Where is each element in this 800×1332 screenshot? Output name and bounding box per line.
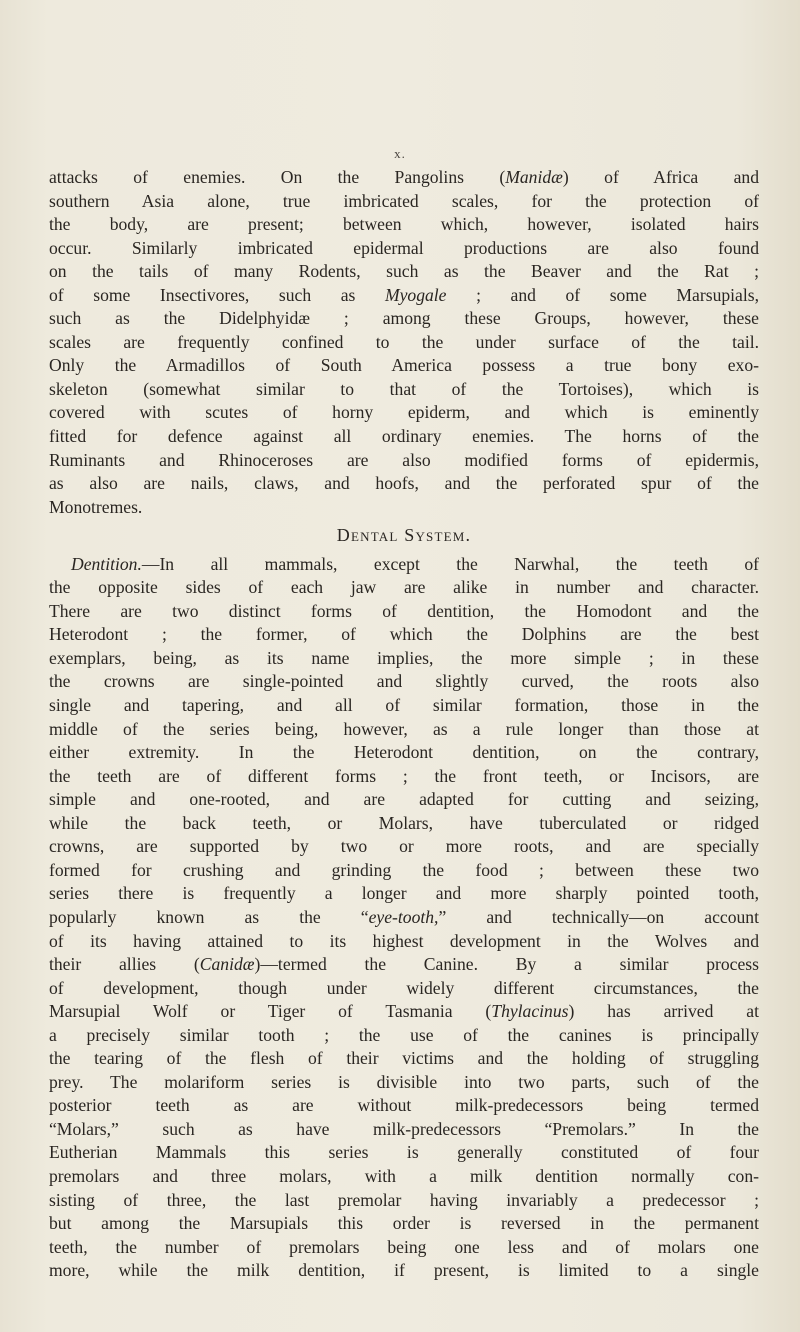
text-line: the opposite sides of each jaw are alike in number and character. [49, 577, 759, 598]
text-line: but among the Marsupials this order is reversed in the permanent [49, 1213, 759, 1234]
text-line: simple and one-rooted, and are adapted for cutting and seizing, [49, 789, 759, 810]
text-line: fitted for defence against all ordinary enemies. The horns of the [49, 426, 759, 447]
text-line: posterior teeth as are without milk-predecessors being termed [49, 1095, 759, 1116]
text-line: prey. The molariform series is divisible into two parts, such of the [49, 1071, 759, 1092]
text-line: formed for crushing and grinding the food ; between these two [49, 859, 759, 880]
text-line: either extremity. In the Heterodont dentition, on the contrary, [49, 742, 759, 763]
text-line: while the back teeth, or Molars, have tuberculated or ridged [49, 812, 759, 833]
text-line: exemplars, being, as its name implies, the more simple ; in these [49, 647, 759, 668]
text-line: popularly known as the “eye-tooth,” and technically—on account [49, 906, 759, 927]
text-line: of some Insectivores, such as Myogale ; and of some Marsupials, [49, 284, 759, 305]
section-heading: Dental System. [336, 525, 472, 546]
paragraph-integument [49, 166, 759, 519]
text-line: such as the Didelphyidæ ; among these Groups, however, these [49, 308, 759, 329]
text-line: more, while the milk dentition, if present, is limited to a single [49, 1260, 759, 1281]
text-line: Marsupial Wolf or Tiger of Tasmania (Thylacinus) has arrived at [49, 1001, 759, 1022]
text-line: covered with scutes of horny epiderm, and which is eminently [49, 402, 759, 423]
text-line: attacks of enemies. On the Pangolins (Manidæ) of Africa and [49, 167, 759, 187]
text-line: Ruminants and Rhinoceroses are also modified forms of epidermis, [49, 449, 759, 470]
text-line: of its having attained to its highest development in the Wolves and [49, 930, 759, 951]
text-line: single and tapering, and all of similar formation, those in the [49, 695, 759, 716]
text-line: premolars and three molars, with a milk dentition normally con- [49, 1165, 759, 1186]
text-line: Monotremes. [49, 496, 143, 517]
text-line: occur. Similarly imbricated epidermal productions are also found [49, 237, 759, 258]
text-line: teeth, the number of premolars being one less and of molars one [49, 1236, 759, 1257]
text-line: a precisely similar tooth ; the use of the canines is principally [49, 1024, 759, 1045]
text-line: Dentition.—In all mammals, except the Narwhal, the teeth of [71, 553, 759, 574]
text-line: Only the Armadillos of South America possess a true bony exo- [49, 355, 759, 376]
body-text [49, 166, 759, 1283]
text-line: of development, though under widely different circumstances, the [49, 977, 759, 998]
text-line: scales are frequently confined to the under surface of the tail. [49, 331, 759, 352]
text-line: as also are nails, claws, and hoofs, and the perforated spur of the [49, 473, 759, 494]
page-number: x. [394, 146, 406, 161]
text-line: “Molars,” such as have milk-predecessors “Premolars.” In the [49, 1118, 759, 1139]
text-line: sisting of three, the last premolar having invariably a predecessor ; [49, 1189, 759, 1210]
text-line: Eutherian Mammals this series is generally constituted of four [49, 1142, 759, 1163]
text-line: the crowns are single-pointed and slightly curved, the roots also [49, 671, 759, 692]
text-line: the body, are present; between which, however, isolated hairs [49, 214, 759, 235]
text-line: crowns, are supported by two or more roots, and are specially [49, 836, 759, 857]
text-line: their allies (Canidæ)—termed the Canine. By a similar process [49, 954, 759, 975]
text-line: Heterodont ; the former, of which the Dolphins are the best [49, 624, 759, 645]
text-line: middle of the series being, however, as a rule longer than those at [49, 718, 759, 739]
text-line: the teeth are of different forms ; the front teeth, or Incisors, are [49, 765, 759, 786]
text-line: on the tails of many Rodents, such as the Beaver and the Rat ; [49, 261, 759, 282]
paragraph-dentition [49, 553, 759, 1283]
text-line: skeleton (somewhat similar to that of the Tortoises), which is [49, 378, 759, 399]
text-line: the tearing of the flesh of their victims and the holding of struggling [49, 1048, 759, 1069]
text-line: series there is frequently a longer and more sharply pointed tooth, [49, 883, 759, 904]
text-line: There are two distinct forms of dentition, the Homodont and the [49, 600, 759, 621]
text-line: southern Asia alone, true imbricated scales, for the protection of [49, 190, 759, 211]
